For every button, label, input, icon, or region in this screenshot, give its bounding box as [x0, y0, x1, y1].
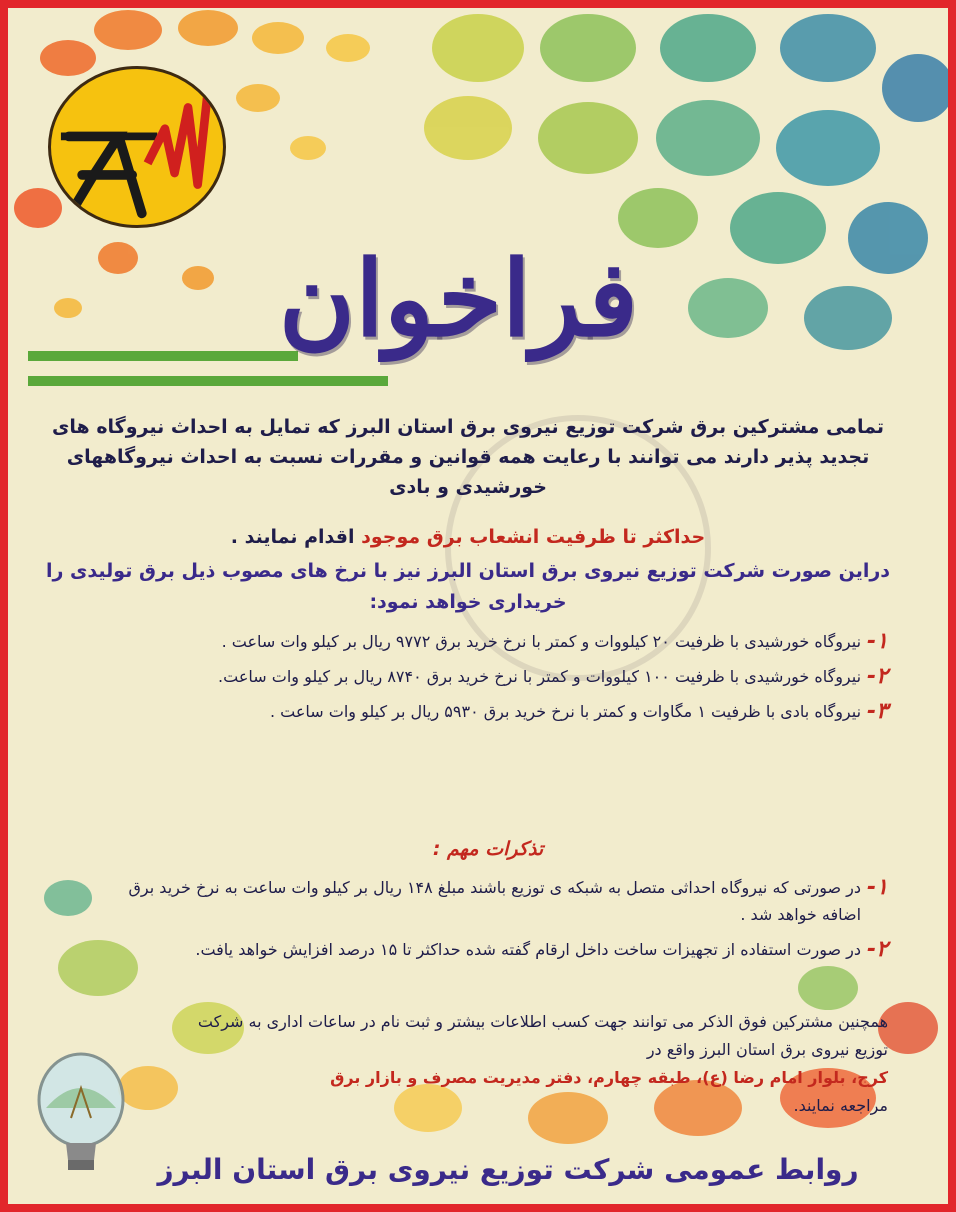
notes-title: تذکرات مهم : — [432, 838, 544, 860]
footer-signature: روابط عمومی شرکت توزیع نیروی برق استان البرز — [157, 1153, 859, 1186]
electricity-company-logo — [48, 66, 226, 228]
list-item — [98, 936, 888, 963]
item-number: ۲- — [867, 664, 888, 689]
item-number: ۱- — [867, 629, 888, 654]
capacity-highlight: حداکثر تا ظرفیت انشعاب برق موجود — [361, 526, 706, 548]
intro-paragraph: تمامی مشترکین برق شرکت توزیع نیروی برق استان البرز که تمایل به احداث نیروگاه های تجدید پذیر دارند می توانند با رعایت همه قوانین و مقررات نسبت به احداث نیروگاههای خورشیدی و بادی — [52, 416, 884, 498]
note-number: ۲- — [867, 937, 888, 962]
list-item — [98, 698, 888, 725]
power-tower-lightning-icon — [51, 69, 223, 225]
tariff-list — [98, 628, 888, 733]
closing-end: مراجعه نمایند. — [793, 1096, 888, 1115]
page-title: فراخوان — [278, 237, 638, 360]
green-stripe-top — [28, 351, 298, 361]
purchase-intro: دراین صورت شرکت توزیع نیروی برق استان البرز نیز با نرخ های مصوب ذیل برق تولیدی را خریداری خواهد نمود: — [45, 560, 891, 613]
note-number: ۱- — [867, 875, 888, 900]
item-number: ۳- — [867, 699, 888, 724]
lightbulb-icon — [26, 1048, 136, 1188]
list-item — [98, 663, 888, 690]
capacity-line — [28, 522, 908, 552]
note-text: در صورتی که نیروگاه احداثی متصل به شبکه ی توزیع باشند مبلغ ۱۴۸ ریال بر کیلو وات ساعت به نرخ خرید برق اضافه خواهد شد . — [128, 878, 862, 924]
notes-list — [98, 874, 888, 971]
closing-paragraph — [168, 1008, 888, 1120]
item-text: نیروگاه خورشیدی با ظرفیت ۱۰۰ کیلووات و کمتر با نرخ خرید برق ۸۷۴۰ ریال بر کیلو وات ساعت. — [218, 667, 862, 686]
note-text: در صورت استفاده از تجهیزات ساخت داخل ارقام گفته شده حداکثر تا ۱۵ درصد افزایش خواهد یافت. — [195, 940, 862, 959]
capacity-action: اقدام نمایند . — [230, 526, 355, 548]
list-item — [98, 874, 888, 928]
closing-text: همچنین مشترکین فوق الذکر می توانند جهت کسب اطلاعات بیشتر و ثبت نام در ساعات اداری به شرکت توزیع نیروی برق استان البرز واقع در — [197, 1012, 888, 1059]
list-item — [98, 628, 888, 655]
office-address: کرج، بلوار امام رضا (ع)، طبقه چهارم، دفتر مدیریت مصرف و بازار برق — [330, 1068, 888, 1087]
item-text: نیروگاه بادی با ظرفیت ۱ مگاوات و کمتر با نرخ خرید برق ۵۹۳۰ ریال بر کیلو وات ساعت . — [269, 702, 862, 721]
item-text: نیروگاه خورشیدی با ظرفیت ۲۰ کیلووات و کمتر با نرخ خرید برق ۹۷۷۲ ریال بر کیلو وات ساعت . — [221, 632, 862, 651]
